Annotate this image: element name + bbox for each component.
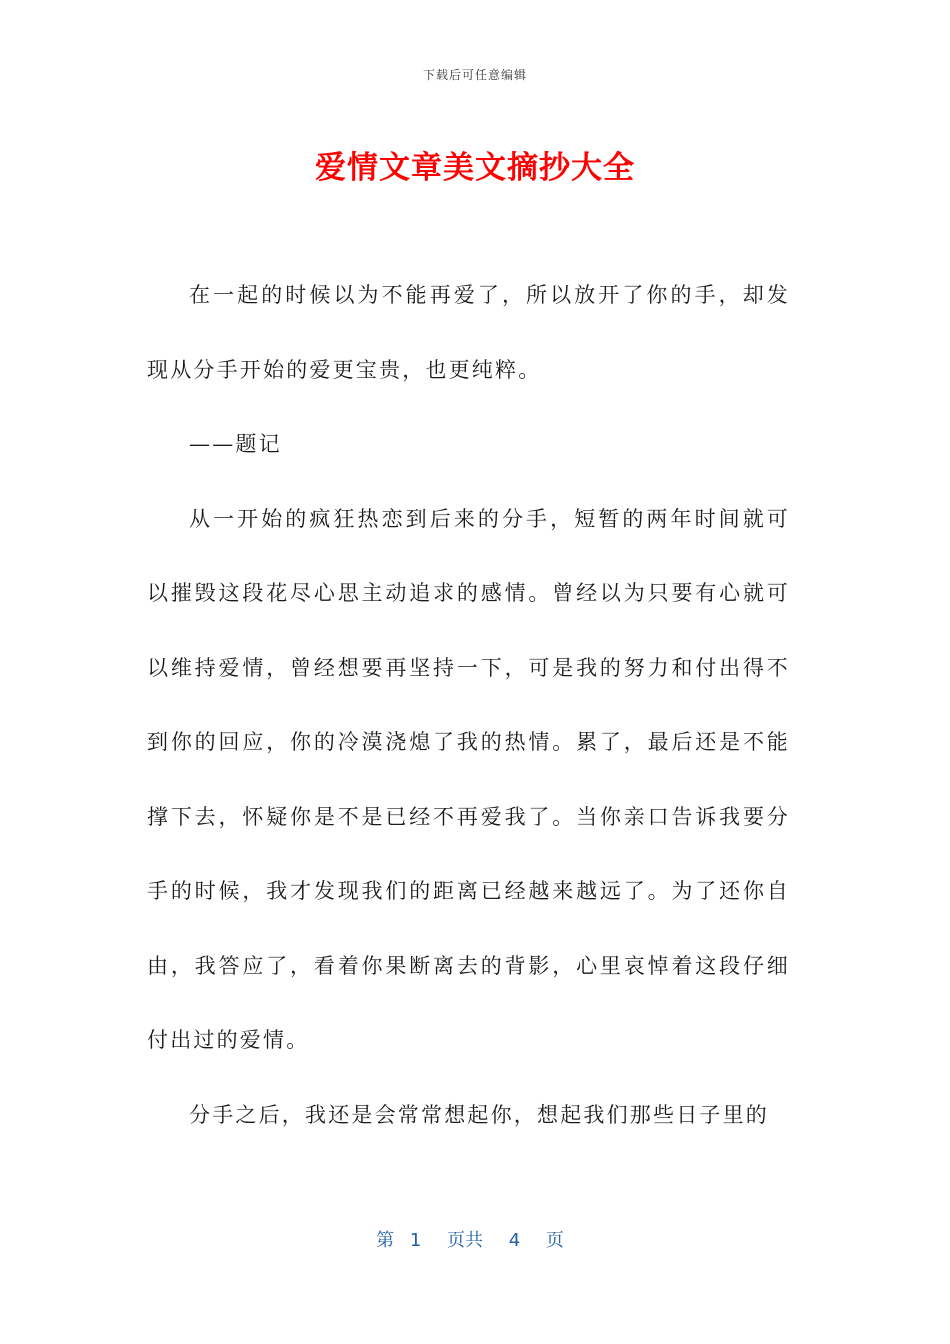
page-footer [0, 1226, 950, 1252]
current-page-number: 1 [409, 1230, 422, 1251]
paragraph-epigraph: ——题记 [189, 432, 282, 456]
page-prefix: 第 [376, 1230, 395, 1251]
total-pages-number: 4 [508, 1230, 521, 1251]
page-suffix: 页 [545, 1230, 564, 1251]
page-mid-label: 页共 [447, 1230, 483, 1251]
paragraph-intro: 在一起的时候以为不能再爱了，所以放开了你的手，却发现从分手开始的爱更宝贵，也更纯粹。 [147, 283, 790, 382]
paragraph-story: 从一开始的疯狂热恋到后来的分手，短暂的两年时间就可以摧毁这段花尽心思主动追求的感情。曾经以为只要有心就可以维持爱情，曾经想要再坚持一下，可是我的努力和付出得不到你的回应，你的冷漠浇熄了我的热情。累了，最后还是不能撑下去，怀疑你是不是已经不再爱我了。当你亲口告诉我要分手的时候，我才发现我们的距离已经越来越远了。为了还你自由，我答应了，看着你果断离去的背影，心里哀悼着这段仔细付出过的爱情。 [147, 506, 790, 1052]
document-title: 爱情文章美文摘抄大全 [315, 150, 635, 186]
paragraph-after-breakup: 分手之后，我还是会常常想起你，想起我们那些日子里的 [189, 1102, 769, 1127]
page-header-note: 下载后可任意编辑 [422, 68, 527, 82]
document-body [147, 258, 790, 1152]
